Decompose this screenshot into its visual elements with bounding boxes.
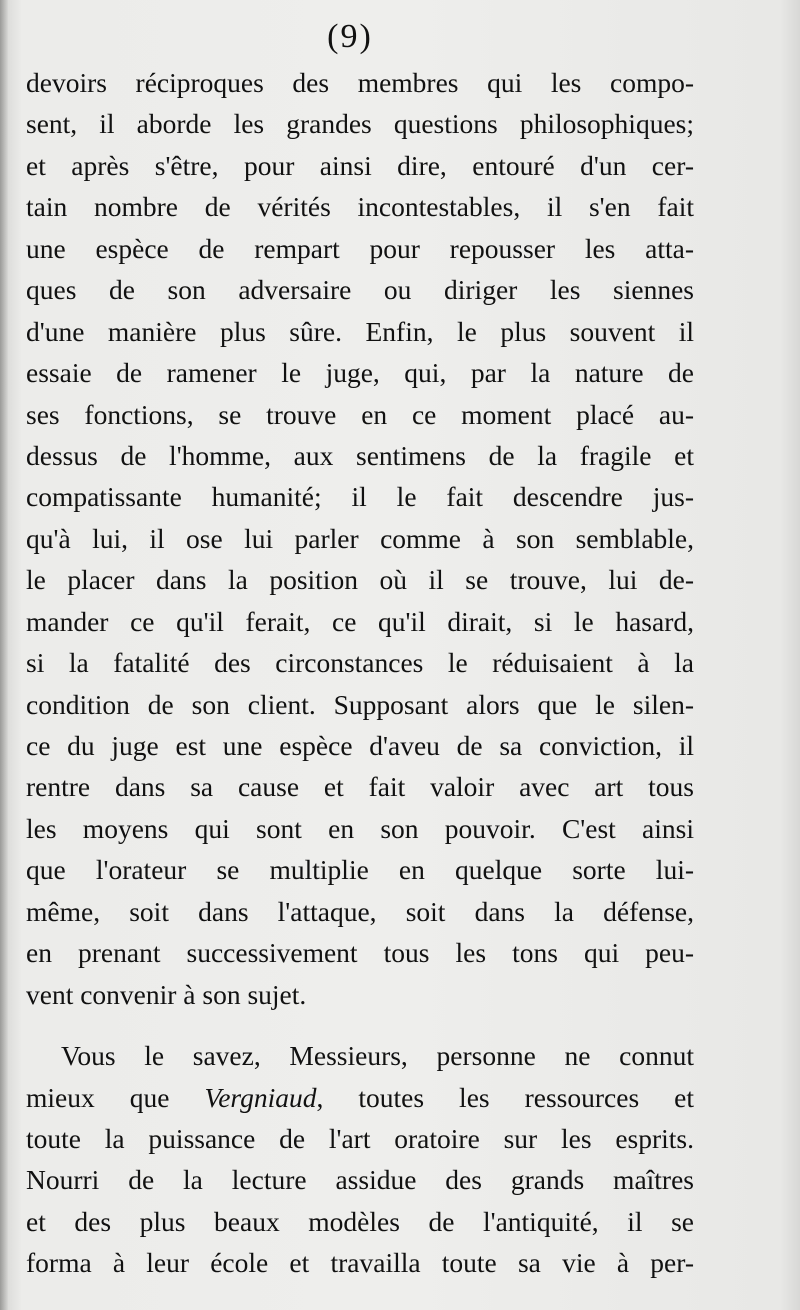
- text-line: condition de son client. Supposant alors que le silen-: [26, 688, 694, 720]
- text-line: dessus de l'homme, aux sentimens de la fragile et: [26, 439, 694, 471]
- text-line: qu'à lui, il ose lui parler comme à son semblable,: [26, 522, 694, 554]
- page-number: (9): [327, 18, 373, 55]
- text-line: essaie de ramener le juge, qui, par la nature de: [26, 357, 694, 389]
- text-line: Vous le savez, Messieurs, personne ne connut: [61, 1040, 694, 1072]
- paragraph-2: [26, 1035, 694, 1284]
- text-line-with-name: [26, 1077, 694, 1118]
- text-line: en prenant successivement tous les tons qui peu-: [26, 937, 694, 969]
- text-line: que l'orateur se multiplie en quelque sorte lui-: [26, 854, 694, 886]
- text-line: sent, il aborde les grandes questions philosophiques;: [26, 108, 694, 140]
- text-line: le placer dans la position où il se trouve, lui de-: [26, 564, 694, 596]
- text-line: compatissante humanité; il le fait descendre jus-: [26, 481, 694, 513]
- page-body-text: [26, 62, 694, 1284]
- text-segment: , toutes les ressources et: [316, 1081, 694, 1113]
- text-line: mander ce qu'il ferait, ce qu'il dirait, si le hasard,: [26, 605, 694, 637]
- paragraph-gap: [26, 1015, 694, 1035]
- italic-name: Vergniaud: [204, 1081, 317, 1113]
- text-line: si la fatalité des circonstances le réduisaient à la: [26, 647, 694, 679]
- text-line: vent convenir à son sujet.: [26, 978, 307, 1010]
- text-line: ce du juge est une espèce d'aveu de sa conviction, il: [26, 730, 694, 761]
- text-line: devoirs réciproques des membres qui les compo-: [26, 67, 694, 98]
- text-line: et après s'être, pour ainsi dire, entouré d'un cer-: [26, 149, 694, 181]
- text-line: forma à leur école et travailla toute sa vie à per-: [26, 1247, 694, 1279]
- text-segment: mieux que: [26, 1081, 205, 1113]
- text-line: d'une manière plus sûre. Enfin, le plus souvent il: [26, 315, 694, 347]
- text-line: rentre dans sa cause et fait valoir avec art tous: [26, 771, 694, 803]
- text-line: ses fonctions, se trouve en ce moment placé au-: [26, 398, 694, 430]
- text-line: une espèce de rempart pour repousser les atta-: [26, 232, 694, 264]
- paragraph-1: [26, 62, 694, 1015]
- text-line: ques de son adversaire ou diriger les siennes: [26, 274, 694, 306]
- text-line: et des plus beaux modèles de l'antiquité, il se: [26, 1205, 694, 1237]
- page-binding-shadow: [0, 0, 8, 1310]
- text-line: tain nombre de vérités incontestables, il s'en fait: [26, 191, 694, 223]
- text-line: Nourri de la lecture assidue des grands maîtres: [26, 1164, 694, 1196]
- text-line: les moyens qui sont en son pouvoir. C'est ainsi: [26, 812, 694, 844]
- text-line: toute la puissance de l'art oratoire sur les esprits.: [26, 1122, 694, 1154]
- text-line: même, soit dans l'attaque, soit dans la défense,: [26, 895, 694, 927]
